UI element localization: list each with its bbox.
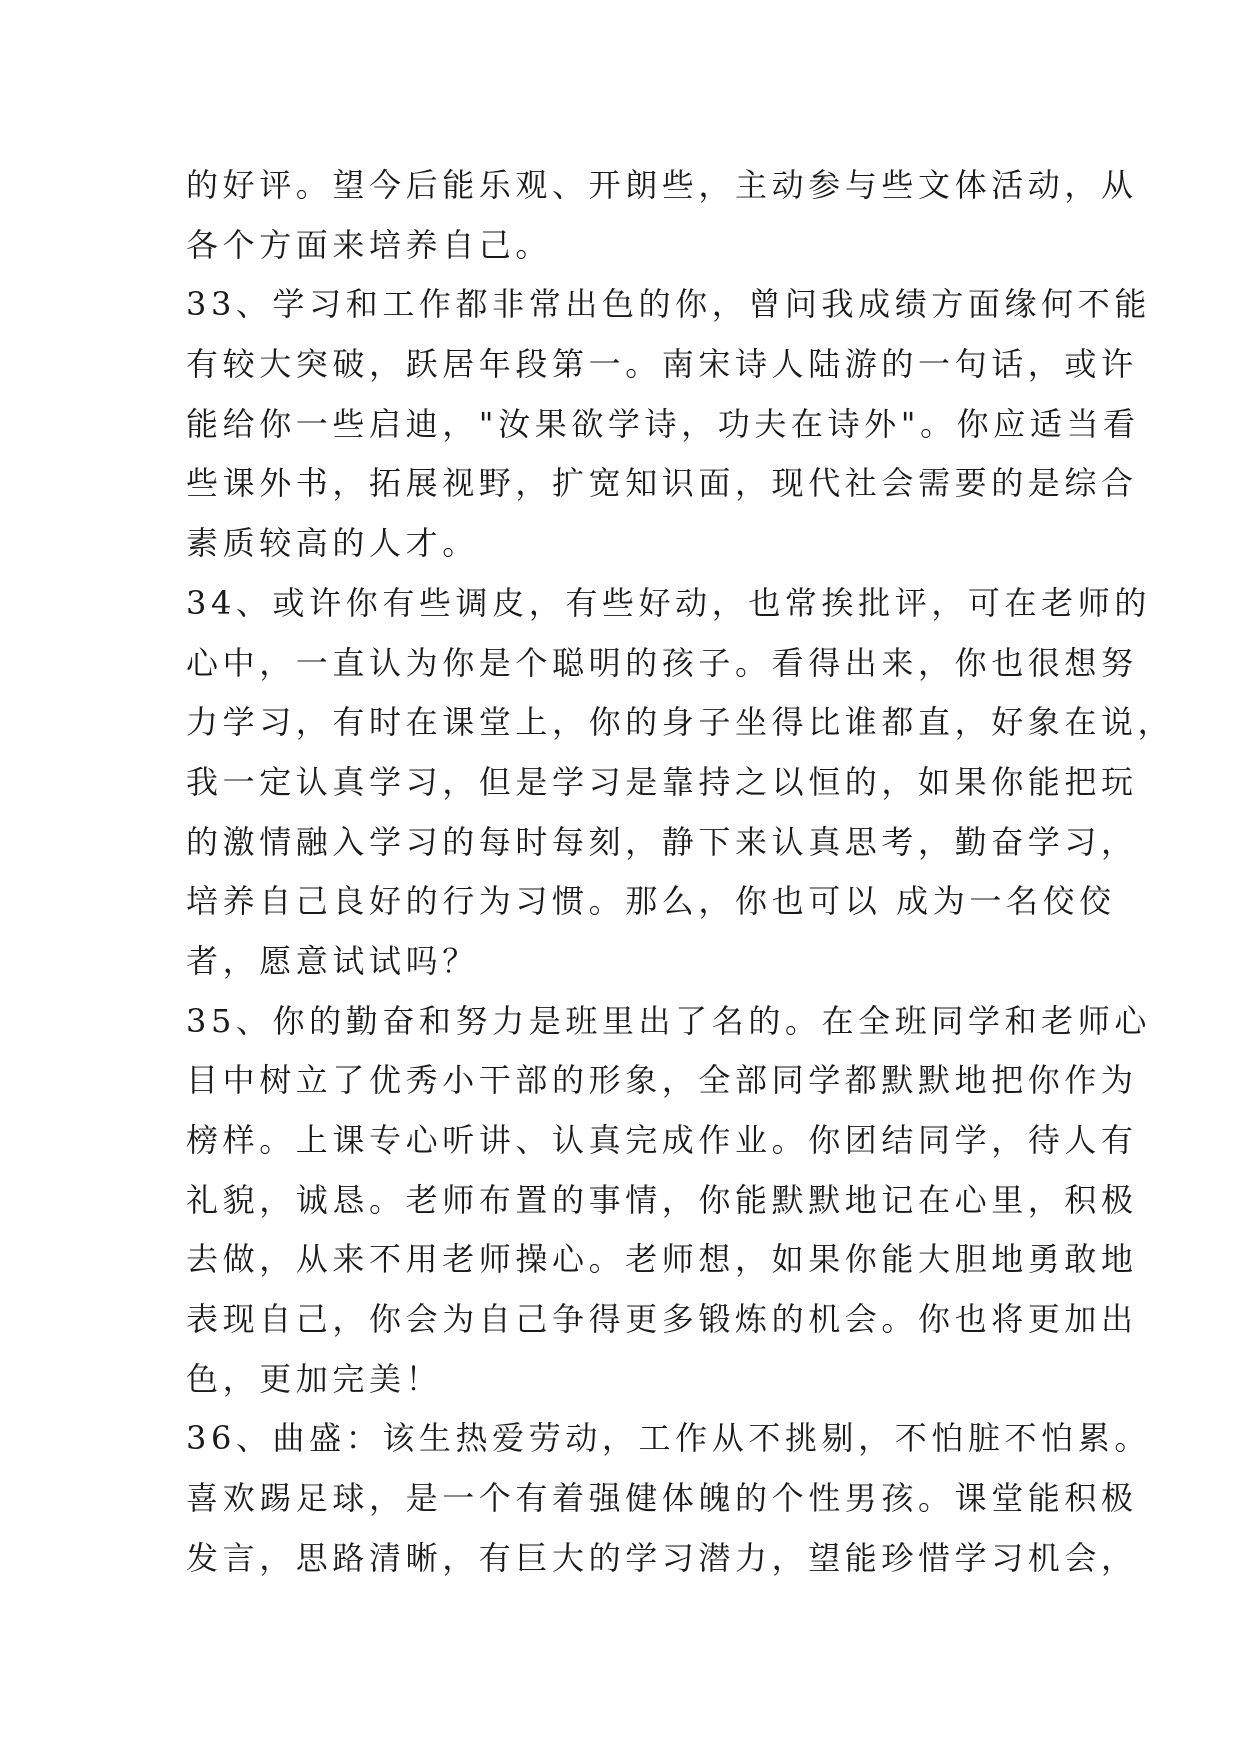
text-line: 33、学习和工作都非常出色的你，曾问我成绩方面缘何不能: [186, 285, 1151, 324]
text-line: 素质较高的人才。: [186, 524, 479, 563]
text-line: 力学习，有时在课堂上，你的身子坐得比谁都直，好象在说，: [186, 703, 1175, 742]
text-line: 目中树立了优秀小干部的形象，全部同学都默默地把你作为: [186, 1061, 1138, 1100]
text-line: 36、曲盛：该生热爱劳动，工作从不挑剔，不怕脏不怕累。: [186, 1419, 1151, 1458]
text-line: 心中，一直认为你是个聪明的孩子。看得出来，你也很想努: [186, 643, 1138, 682]
text-line: 者，愿意试试吗？: [186, 941, 479, 980]
text-line: 喜欢踢足球，是一个有着强健体魄的个性男孩。课堂能积极: [186, 1479, 1138, 1518]
text-line: 的好评。望今后能乐观、开朗些，主动参与些文体活动，从: [186, 166, 1138, 204]
text-line: 培养自己良好的行为习惯。那么，你也可以 成为一名佼佼: [186, 882, 1116, 921]
text-line: 各个方面来培养自己。: [186, 225, 553, 264]
text-line: 榜样。上课专心听讲、认真完成作业。你团结同学，待人有: [186, 1121, 1138, 1159]
text-line: 色，更加完美！: [186, 1359, 443, 1398]
text-line: 34、或许你有些调皮，有些好动，也常挨批评，可在老师的: [186, 583, 1151, 622]
text-line: 去做，从来不用老师操心。老师想，如果你能大胆地勇敢地: [186, 1240, 1138, 1279]
text-line: 礼貌，诚恳。老师布置的事情，你能默默地记在心里，积极: [186, 1180, 1138, 1219]
text-line: 些课外书，拓展视野，扩宽知识面，现代社会需要的是综合: [186, 464, 1138, 503]
body-text: [186, 156, 1175, 1589]
text-line: 能给你一些启迪，"汝果欲学诗，功夫在诗外"。你应适当看: [186, 404, 1140, 443]
text-line: 35、你的勤奋和努力是班里出了名的。在全班同学和老师心: [186, 1001, 1151, 1040]
text-line: 有较大突破，跃居年段第一。南宋诗人陆游的一句话，或许: [186, 345, 1138, 384]
text-line: 的激情融入学习的每时每刻，静下来认真思考，勤奋学习，: [186, 822, 1138, 861]
text-line: 表现自己，你会为自己争得更多锻炼的机会。你也将更加出: [186, 1300, 1138, 1339]
text-line: 我一定认真学习，但是学习是靠持之以恒的，如果你能把玩: [186, 762, 1138, 801]
text-line: 发言，思路清晰，有巨大的学习潜力，望能珍惜学习机会，: [186, 1538, 1138, 1577]
